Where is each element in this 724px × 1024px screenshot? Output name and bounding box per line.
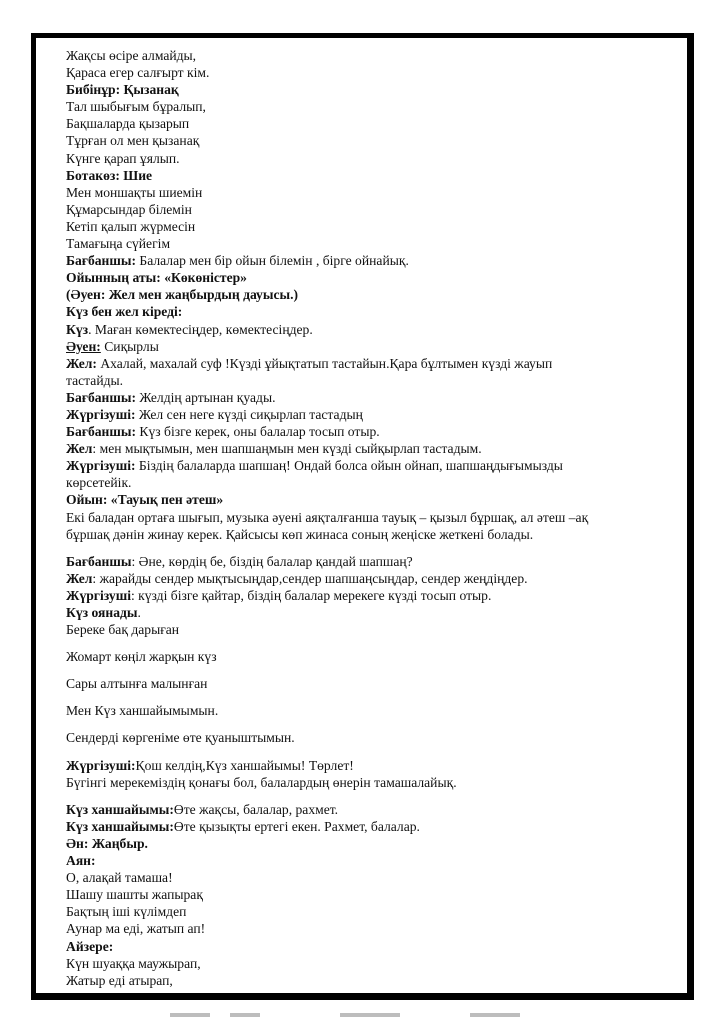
speaker-or-heading: Бағбаншы: [66, 553, 132, 569]
speaker-or-heading: Күз оянады: [66, 605, 138, 620]
text-line: [66, 321, 676, 338]
speaker-or-heading: Жел: [66, 570, 93, 586]
text-line: [66, 801, 676, 818]
speaker-or-heading: Ән: Жаңбыр.: [66, 835, 148, 851]
text-line: [66, 98, 676, 115]
text-line: [66, 286, 676, 303]
speaker-or-heading: Әуен:: [66, 338, 101, 354]
text-line: [66, 903, 676, 920]
text-run: Кетіп қалып жүрмесін: [66, 218, 196, 234]
text-run: Ахалай, махалай суф !Күзді ұйықтатып тастайын.Қара бұлтымен күзді жауып: [96, 355, 553, 371]
speaker-or-heading: Жел:: [66, 355, 97, 371]
speaker-or-heading: Ойынның аты: «Көкөністер»: [66, 270, 247, 286]
speaker-or-heading: Күз: [66, 321, 89, 337]
speaker-or-heading: Жүргізуші:: [66, 458, 136, 474]
text-line: [66, 81, 676, 98]
speaker-or-heading: Ойын: «Тауық пен әтеш»: [66, 492, 224, 508]
text-line: [66, 729, 676, 746]
text-line: [66, 338, 676, 355]
text-run: Бақшаларда қызарып: [66, 116, 190, 132]
text-run: Балалар мен бір ойын білемін , бірге ойнайық.: [136, 253, 409, 269]
text-run: Күн шуаққа маужырап,: [66, 955, 201, 971]
text-line: [66, 303, 676, 320]
text-run: : мен мықтымын, мен шапшаңмын мен күзді сыйқырлап тастадым.: [92, 441, 482, 457]
text-line: [66, 64, 676, 81]
text-run: Өте жақсы, балалар, рахмет.: [173, 801, 339, 817]
text-line: [66, 372, 676, 389]
text-run: : Әне, көрдің бе, біздің балалар қандай шапшаң?: [131, 553, 413, 569]
text-line: [66, 440, 676, 457]
text-run: Құмарсындар білемін: [66, 201, 192, 217]
text-line: [66, 869, 676, 886]
speaker-or-heading: Күз бен жел кіреді:: [66, 304, 183, 320]
text-line: [66, 774, 676, 791]
speaker-or-heading: Жел: [66, 441, 93, 457]
text-line: [66, 167, 676, 184]
text-run: Сиқырлы: [100, 338, 159, 354]
text-line: [66, 835, 676, 852]
text-run: Аунар ма еді, жатып ап!: [66, 921, 206, 937]
text-line: [66, 621, 676, 638]
text-run: Қараса егер салғырт кім.: [66, 65, 210, 81]
speaker-or-heading: Айзере:: [66, 938, 114, 954]
text-line: [66, 423, 676, 440]
text-line: [66, 757, 676, 774]
text-run: О, алақай тамаша!: [66, 870, 173, 886]
text-run: Береке бақ дарыған: [66, 622, 180, 638]
text-line: [66, 852, 676, 869]
text-run: Екі баладан ортаға шығып, музыка әуені аяқталғанша тауық – қызыл бұршақ, ал әтеш –ақ: [66, 509, 589, 525]
text-run: Бақтың іші күлімдеп: [66, 904, 187, 920]
text-line: [66, 132, 676, 149]
text-line: [66, 526, 676, 543]
speaker-or-heading: Жүргізуші:: [66, 406, 136, 422]
text-line: [66, 252, 676, 269]
text-run: Өте қызықты ертегі екен. Рахмет, балалар.: [173, 818, 420, 834]
text-line: [66, 115, 676, 132]
text-line: [66, 218, 676, 235]
text-run: Сары алтынға малынған: [66, 676, 208, 692]
text-line: [66, 184, 676, 201]
text-run: Мен Күз ханшайымымын.: [66, 703, 219, 719]
text-line: [66, 406, 676, 423]
text-line: [66, 604, 676, 621]
text-run: Жомарт көңіл жарқын күз: [66, 649, 217, 665]
text-run: : жарайды сендер мықтысыңдар,сендер шапшаңсыңдар, сендер жеңдіңдер.: [92, 570, 528, 586]
text-line: [66, 920, 676, 937]
document-text: [66, 47, 676, 989]
text-line: [66, 675, 676, 692]
text-run: Күз бізге керек, оны балалар тосып отыр.: [136, 424, 380, 440]
text-line: [66, 235, 676, 252]
text-run: Жақсы өсіре алмайды,: [66, 48, 197, 63]
speaker-or-heading: Бағбаншы:: [66, 253, 136, 269]
speaker-or-heading: Жүргізуші: [66, 587, 131, 603]
text-run: Мен моншақты шиемін: [66, 184, 203, 200]
text-line: [66, 150, 676, 167]
text-line: [66, 47, 676, 64]
text-line: [66, 818, 676, 835]
text-line: [66, 509, 676, 526]
text-run: .: [137, 605, 141, 620]
text-line: [66, 955, 676, 972]
speaker-or-heading: Жүргізуші:: [66, 757, 136, 773]
text-run: Күнге қарап ұялып.: [66, 150, 180, 166]
speaker-or-heading: Күз ханшайымы:: [66, 801, 174, 817]
text-line: [66, 201, 676, 218]
speaker-or-heading: (Әуен: Жел мен жаңбырдың дауысы.): [66, 287, 299, 303]
speaker-or-heading: Бағбаншы:: [66, 424, 136, 440]
text-run: : күзді бізге қайтар, біздің балалар мерекеге күзді тосып отыр.: [130, 587, 492, 603]
text-line: [66, 972, 676, 989]
speaker-or-heading: Бағбаншы:: [66, 389, 136, 405]
text-run: Біздің балаларда шапшаң! Ондай болса ойын ойнап, шапшаңдығымызды: [135, 458, 563, 474]
scan-artifact-marks: [170, 1010, 590, 1020]
text-run: көрсетейік.: [66, 475, 132, 491]
text-run: Желдің артынан қуады.: [136, 389, 276, 405]
text-line: [66, 570, 676, 587]
text-run: Бүгінгі мерекеміздің қонағы бол, балалардың өнерін тамашалайық.: [66, 774, 457, 790]
speaker-or-heading: Аян:: [66, 853, 96, 869]
speaker-or-heading: Бибінұр: Қызанақ: [66, 82, 179, 98]
text-line: [66, 702, 676, 719]
text-run: Жатыр еді атырап,: [66, 972, 173, 988]
speaker-or-heading: Күз ханшайымы:: [66, 818, 174, 834]
text-run: Шашу шашты жапырақ: [66, 887, 203, 903]
text-line: [66, 491, 676, 508]
text-run: Жел сен неге күзді сиқырлап тастадың: [135, 406, 363, 422]
speaker-or-heading: Ботакөз: Шие: [66, 167, 153, 183]
text-run: . Маған көмектесіңдер, көмектесіңдер.: [88, 321, 313, 337]
text-run: Тал шыбығым бұралып,: [66, 99, 206, 115]
text-line: [66, 886, 676, 903]
text-line: [66, 648, 676, 665]
text-run: бұршақ дәнін жинау керек. Қайсысы көп жинаса соның жеңіске жеткені болады.: [66, 526, 534, 542]
text-run: Тамағыңа сүйегім: [66, 236, 171, 252]
text-run: Қош келдің,Күз ханшайымы! Төрлет!: [135, 757, 354, 773]
text-line: [66, 553, 676, 570]
text-line: [66, 457, 676, 474]
text-line: [66, 269, 676, 286]
text-line: [66, 355, 676, 372]
text-line: [66, 474, 676, 491]
text-line: [66, 587, 676, 604]
text-line: [66, 389, 676, 406]
text-run: тастайды.: [66, 372, 124, 388]
text-run: Тұрған ол мен қызанақ: [66, 133, 200, 149]
text-run: Сендерді көргеніме өте қуаныштымын.: [66, 730, 295, 746]
text-line: [66, 938, 676, 955]
